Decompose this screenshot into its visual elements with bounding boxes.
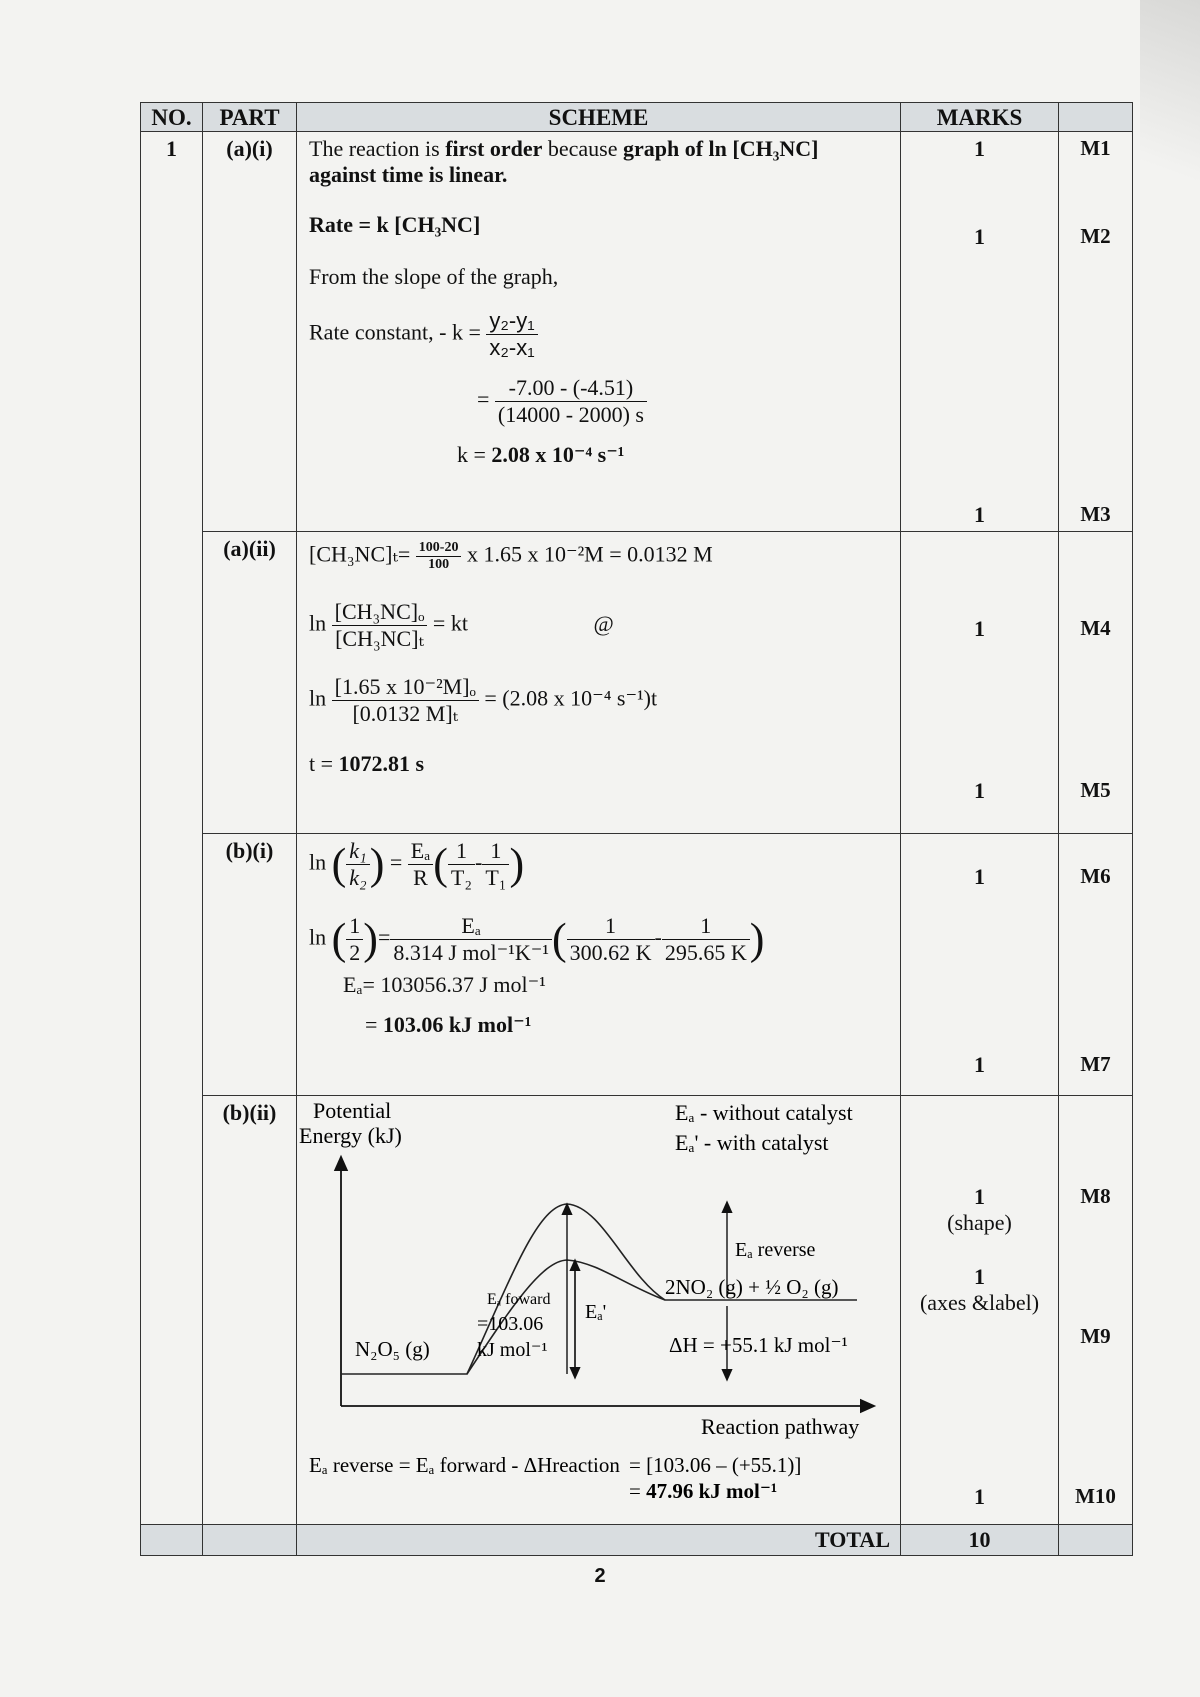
fraction-denominator: T₂	[450, 865, 473, 890]
mark-code: M4	[1080, 616, 1111, 640]
fraction-numerator: Eₐ	[408, 838, 433, 865]
mcodes-a-ii	[1059, 532, 1133, 834]
marks-a-ii	[901, 532, 1059, 834]
first-order-statement	[309, 136, 888, 162]
mark-code: M3	[1080, 502, 1111, 526]
fraction-numerator: y₂-y₁	[486, 308, 537, 335]
concentration-rhs: x 1.65 x 10⁻²M = 0.0132 M	[466, 541, 713, 567]
fraction-denominator: [CH₃NC]ₜ	[335, 626, 424, 651]
t-prefix: t =	[309, 751, 339, 776]
header-m	[1059, 103, 1133, 132]
marks-a-i	[901, 132, 1059, 532]
paren: (	[331, 914, 347, 964]
k-value: 2.08 x 10⁻⁴ s⁻¹	[491, 442, 625, 467]
ea-forward-units: kJ mol⁻¹	[477, 1339, 548, 1361]
equals-sign: =	[629, 1479, 647, 1503]
substituted-rate-law	[309, 674, 888, 727]
paren: (	[331, 839, 347, 889]
fraction-numerator: Eₐ	[390, 913, 552, 940]
fraction-numerator: -7.00 - (-4.51)	[495, 375, 647, 402]
mark-value: 1	[974, 864, 985, 889]
at-symbol: @	[593, 610, 614, 636]
row-b-ii	[141, 1096, 1133, 1525]
fraction-denominator: 2	[349, 940, 361, 965]
ea-forward-label: Eₐ foward	[487, 1291, 551, 1308]
mark-code: M1	[1080, 136, 1111, 160]
percent-fraction	[416, 540, 462, 573]
paren: )	[369, 839, 385, 889]
row-a-ii	[141, 532, 1133, 834]
marking-scheme-table	[140, 102, 1133, 1556]
inv-t1	[482, 838, 509, 891]
energy-profile-diagram	[297, 1096, 901, 1518]
k-result	[309, 442, 888, 468]
ea-reverse-substitution: = [103.06 – (+55.1)]	[629, 1453, 802, 1477]
rate-constant-formula	[309, 308, 888, 361]
legend-with-catalyst: Eₐ' - with catalyst	[675, 1130, 829, 1155]
mark-code: M7	[1080, 1052, 1111, 1076]
paren: )	[509, 839, 525, 889]
delta-h-label: ΔH = +55.1 kJ mol⁻¹	[669, 1333, 848, 1357]
equals-sign: =	[389, 849, 403, 875]
mcodes-b-i	[1059, 834, 1133, 1096]
rate-constant-calc	[309, 375, 888, 428]
fraction-denominator: 100	[428, 557, 450, 572]
fraction-numerator: [CH₃NC]ₒ	[332, 599, 428, 626]
slope-text: From the slope of the graph,	[309, 264, 559, 289]
fraction-numerator: 1	[662, 913, 750, 940]
part-label-a-i: (a)(i)	[203, 132, 297, 532]
question-number: 1	[141, 132, 203, 1525]
linear-statement: against time is linear.	[309, 162, 508, 187]
mark-value: 1	[974, 224, 985, 249]
ea-value: 103.06 kJ mol⁻¹	[382, 1012, 532, 1037]
arrhenius-substituted: ln ( $\frac{1}{2}$ )= $\frac{\text{Eₐ}}{\text{8.314 J mol⁻¹K⁻¹}}$ ( $\frac{1}{300.62 K}$ - $\frac{1}{295.65 K}$ )	[309, 913, 765, 965]
mark-code: M2	[1080, 224, 1111, 248]
total-empty-cell	[141, 1525, 203, 1556]
fraction-numerator: 1	[482, 838, 509, 865]
total-label: TOTAL	[297, 1525, 901, 1556]
total-empty-cell	[1059, 1525, 1133, 1556]
row-b-i	[141, 834, 1133, 1096]
ln-symbol: ln	[309, 924, 327, 950]
fraction-numerator: 1	[448, 838, 475, 865]
mark-code: M8	[1080, 1184, 1111, 1208]
ln-symbol: ln	[309, 849, 327, 875]
ln-symbol: ln	[309, 685, 327, 711]
ea-reverse-label: Eₐ reverse	[735, 1239, 816, 1261]
rate-equation: Rate = k [CH₃NC]	[309, 212, 481, 237]
ratio-fraction	[332, 599, 428, 652]
page-shadow	[1140, 0, 1200, 240]
header-part: PART	[203, 103, 297, 132]
marks-b-ii	[901, 1096, 1059, 1525]
half-fraction	[346, 913, 363, 966]
calc-fraction	[495, 375, 647, 428]
paren: (	[551, 914, 567, 964]
ln-symbol: ln	[309, 610, 327, 636]
total-row	[141, 1525, 1133, 1556]
slope-fraction	[486, 308, 537, 361]
ea-reverse-result	[629, 1479, 777, 1503]
fraction-denominator: x₂-x₁	[489, 335, 535, 360]
fraction-numerator: 1	[567, 913, 655, 940]
equals-sign: =	[365, 1012, 383, 1037]
scheme-a-i	[297, 132, 901, 532]
part-label-a-ii: (a)(ii)	[203, 532, 297, 834]
total-empty-cell	[203, 1525, 297, 1556]
text-segment: graph of ln [CH₃NC]	[622, 136, 819, 161]
part-label-b-ii: (b)(ii)	[203, 1096, 297, 1525]
mark-value: 1	[974, 616, 985, 641]
mark-value: 1	[974, 1052, 985, 1077]
time-result	[309, 751, 888, 777]
mark-value: 1	[974, 1484, 985, 1509]
inv-temp-2	[662, 913, 750, 966]
inv-t2	[448, 838, 475, 891]
rate-constant-label: Rate constant, - k =	[309, 319, 481, 345]
mark-value: 1	[974, 136, 985, 161]
product-label: 2NO₂ (g) + ½ O₂ (g)	[665, 1275, 839, 1299]
fraction-numerator: k₁	[346, 838, 369, 865]
mark-value: 1	[974, 1264, 985, 1289]
mark-code: M5	[1080, 778, 1111, 802]
concentration-lhs: [CH₃NC]ₜ=	[309, 541, 411, 567]
total-value: 10	[901, 1525, 1059, 1556]
paren: )	[363, 914, 378, 964]
mark-code: M10	[1075, 1484, 1116, 1508]
fraction-denominator: 300.62 K	[569, 940, 652, 965]
y-axis-label-1: Potential	[313, 1098, 392, 1123]
k-prefix: k =	[457, 442, 492, 467]
text-segment: The reaction is	[309, 136, 446, 161]
equals-sign: =	[477, 386, 490, 412]
substituted-rhs: = (2.08 x 10⁻⁴ s⁻¹)t	[484, 685, 658, 711]
scheme-a-ii	[297, 532, 901, 834]
equals-kt: = kt	[432, 610, 468, 636]
mark-value: 1	[974, 778, 985, 803]
mark-note: (shape)	[947, 1210, 1012, 1235]
fraction-denominator: T₁	[485, 865, 507, 890]
ea-reverse-value: 47.96 kJ mol⁻¹	[646, 1479, 778, 1503]
text-segment: because	[542, 136, 623, 161]
fraction-denominator: 8.314 J mol⁻¹K⁻¹	[393, 940, 549, 965]
text-segment: first order	[445, 136, 543, 161]
mark-code: M6	[1080, 864, 1111, 888]
header-row	[141, 103, 1133, 132]
part-label-b-i: (b)(i)	[203, 834, 297, 1096]
mcodes-b-ii	[1059, 1096, 1133, 1525]
mark-code: M9	[1080, 1324, 1111, 1348]
arrhenius-equation: ln ( $\frac{\text{k₁}}{\text{k₂}}$ ) = $\frac{\text{Eₐ}}{R}$ ( $\frac{1}{\text{T₂}}$ - $\frac{1}{\text{T₁}}$ )	[309, 838, 525, 890]
mark-value: 1	[974, 1184, 985, 1209]
paren: (	[433, 839, 448, 889]
fraction-denominator: [0.0132 M]ₜ	[352, 701, 459, 726]
mark-value: 1	[974, 502, 985, 527]
ea-forward-value: =103.06	[477, 1313, 544, 1335]
fraction-numerator: 100-20	[416, 540, 462, 557]
reactant-label: N₂O₅ (g)	[355, 1337, 430, 1361]
final-concentration	[309, 540, 888, 573]
page-number: 2	[594, 1565, 606, 1587]
k-ratio	[346, 838, 369, 891]
mcodes-a-i	[1059, 132, 1133, 532]
ea-prime-label: Eₐ'	[585, 1301, 607, 1323]
substituted-fraction	[332, 674, 479, 727]
x-axis-label: Reaction pathway	[701, 1414, 860, 1439]
row-a-i	[141, 132, 1133, 532]
integrated-rate-law	[309, 599, 888, 652]
y-axis-label-2: Energy (kJ)	[299, 1123, 402, 1148]
ea-joules: Eₐ= 103056.37 J mol⁻¹	[343, 972, 546, 997]
paren: )	[749, 914, 765, 964]
inv-temp-1	[567, 913, 655, 966]
ea-over-r-value	[390, 913, 552, 966]
scheme-b-ii	[297, 1096, 901, 1525]
fraction-denominator: 295.65 K	[664, 940, 747, 965]
ea-kilojoules	[309, 1012, 888, 1038]
marks-b-i	[901, 834, 1059, 1096]
header-no: NO.	[141, 103, 203, 132]
ea-reverse-formula: Eₐ reverse = Eₐ forward - ΔHreaction	[309, 1453, 620, 1477]
ea-over-r	[408, 838, 433, 891]
header-marks: MARKS	[901, 103, 1059, 132]
fraction-denominator: R	[413, 865, 428, 890]
mark-note: (axes &label)	[919, 1290, 1040, 1315]
t-value: 1072.81 s	[338, 751, 425, 776]
fraction-denominator: (14000 - 2000) s	[497, 402, 644, 427]
fraction-denominator: k₂	[349, 865, 367, 890]
scheme-b-i	[297, 834, 901, 1096]
fraction-numerator: [1.65 x 10⁻²M]ₒ	[332, 674, 479, 701]
fraction-numerator: 1	[346, 913, 363, 940]
header-scheme: SCHEME	[297, 103, 901, 132]
legend-without-catalyst: Eₐ - without catalyst	[675, 1100, 853, 1125]
